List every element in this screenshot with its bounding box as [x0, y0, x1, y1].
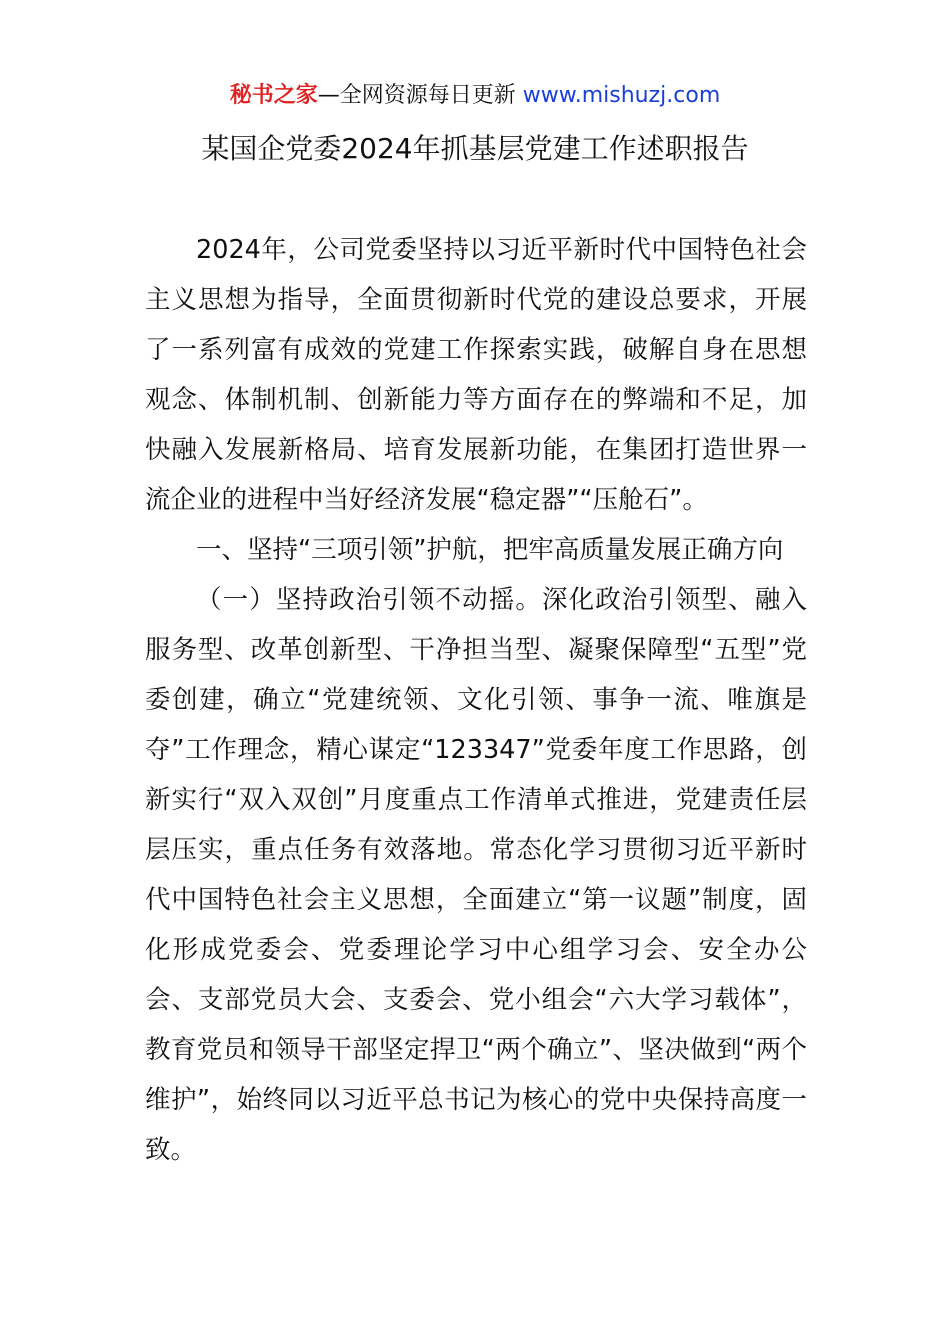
site-brand: 秘书之家	[229, 83, 318, 108]
site-header	[0, 80, 950, 112]
document-title: 某国企党委2024年抓基层党建工作述职报告	[201, 132, 749, 165]
document-body	[145, 225, 807, 1175]
intro-paragraph: 2024年，公司党委坚持以习近平新时代中国特色社会主义思想为指导，全面贯彻新时代党的建设总要求，开展了一系列富有成效的党建工作探索实践，破解自身在思想观念、体制机制、创新能力等方面存在的弊端和不足，加快融入发展新格局、培育发展新功能，在集团打造世界一流企业的进程中当好经济发展“稳定器”“压舱石”。	[145, 235, 807, 515]
site-url-link[interactable]: www.mishuzj.com	[522, 83, 721, 108]
subsection-paragraph: （一）坚持政治引领不动摇。深化政治引领型、融入服务型、改革创新型、干净担当型、凝聚保障型“五型”党委创建，确立“党建统领、文化引领、事争一流、唯旗是夺”工作理念，精心谋定“123347”党委年度工作思路，创新实行“双入双创”月度重点工作清单式推进，党建责任层层压实，重点任务有效落地。常态化学习贯彻习近平新时代中国特色社会主义思想，全面建立“第一议题”制度，固化形成党委会、党委理论学习中心组学习会、安全办公会、支部党员大会、支委会、党小组会“六大学习载体”，教育党员和领导干部坚定捍卫“两个确立”、坚决做到“两个维护”，始终同以习近平总书记为核心的党中央保持高度一致。	[145, 585, 807, 1165]
section-heading: 一、坚持“三项引领”护航，把牢高质量发展正确方向	[196, 535, 784, 565]
site-tagline: —全网资源每日更新	[317, 83, 516, 108]
